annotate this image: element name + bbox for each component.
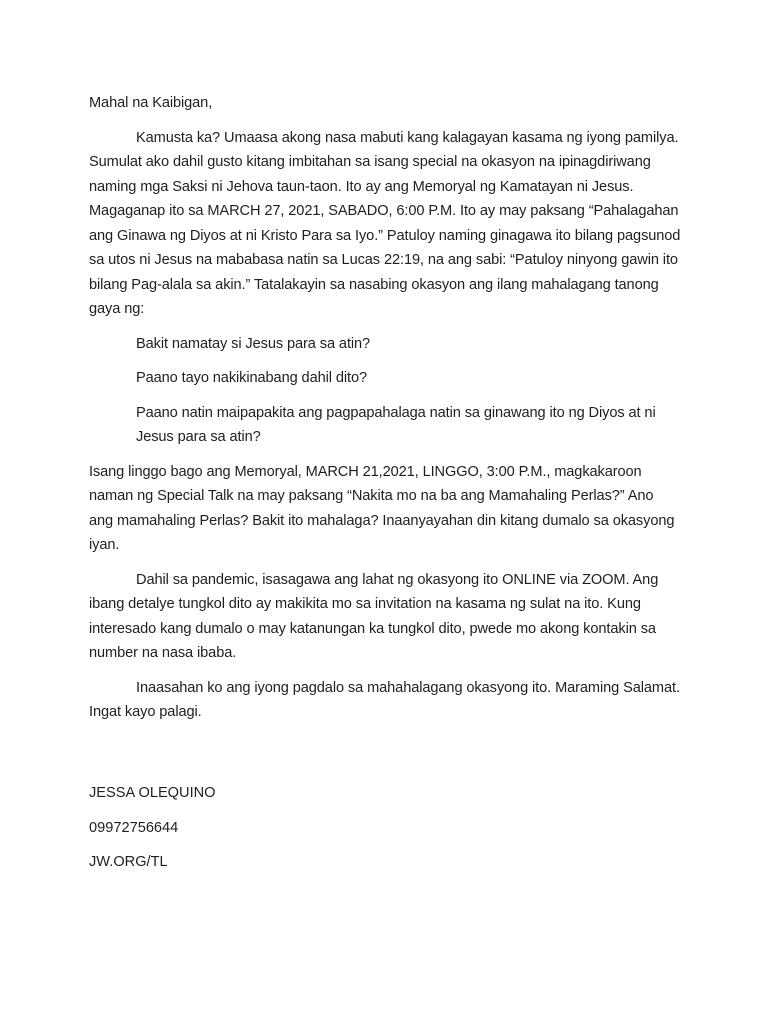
- closing-paragraph: Inaasahan ko ang iyong pagdalo sa mahahalagang okasyong ito. Maraming Salamat. Ingat kayo palagi.: [89, 679, 680, 720]
- invitation-paragraph: Kamusta ka? Umaasa akong nasa mabuti kang kalagayan kasama ng iyong pamilya. Sumulat ako dahil gusto kitang imbitahan sa isang special na okasyon na ipinagdiriwang naming mga Saksi ni Jehova taun-taon. Ito ay ang Memoryal ng Kamatayan ni Jesus. Magaganap ito sa MARCH 27, 2021, SABADO, 6:00 P.M. Ito ay may paksang “Pahalagahan ang Ginawa ng Diyos at ni Kristo Para sa Iyo.” Patuloy naming ginagawa ito bilang pagsunod sa utos ni Jesus na mababasa natin sa Lucas 22:19, na ang sabi: “Patuloy ninyong gawin ito bilang Pag-alala sa akin.” Tatalakayin sa nasabing okasyon ang ilang mahalagang tanong gaya ng:: [89, 129, 681, 317]
- greeting: Mahal na Kaibigan,: [89, 95, 213, 111]
- signature-website: JW.ORG/TL: [89, 854, 168, 870]
- pandemic-paragraph: Dahil sa pandemic, isasagawa ang lahat ng okasyong ito ONLINE via ZOOM. Ang ibang detalye tungkol dito ay makikita mo sa invitation na kasama ng sulat na ito. Kung interesado kang dumalo o may katanungan ka tungkol dito, pwede mo akong kontakin sa number na nasa ibaba.: [89, 571, 659, 661]
- question-1: Bakit namatay si Jesus para sa atin?: [136, 335, 371, 352]
- signature-phone: 09972756644: [89, 819, 179, 836]
- question-3: Paano natin maipapakita ang pagpapahalaga natin sa ginawang ito ng Diyos at ni Jesus para sa atin?: [136, 404, 656, 445]
- signature-block: [89, 781, 216, 885]
- special-talk-paragraph: Isang linggo bago ang Memoryal, MARCH 21,2021, LINGGO, 3:00 P.M., magkakaroon naman ng Special Talk na may paksang “Nakita mo na ba ang Mamahaling Perlas?” Ano ang mamahaling Perlas? Bakit ito mahalaga? Inaanyayahan din kitang dumalo sa okasyong iyan.: [89, 463, 675, 553]
- signature-name: JESSA OLEQUINO: [89, 785, 216, 801]
- question-2: Paano tayo nakikinabang dahil dito?: [136, 370, 367, 386]
- letter-body: [89, 91, 681, 735]
